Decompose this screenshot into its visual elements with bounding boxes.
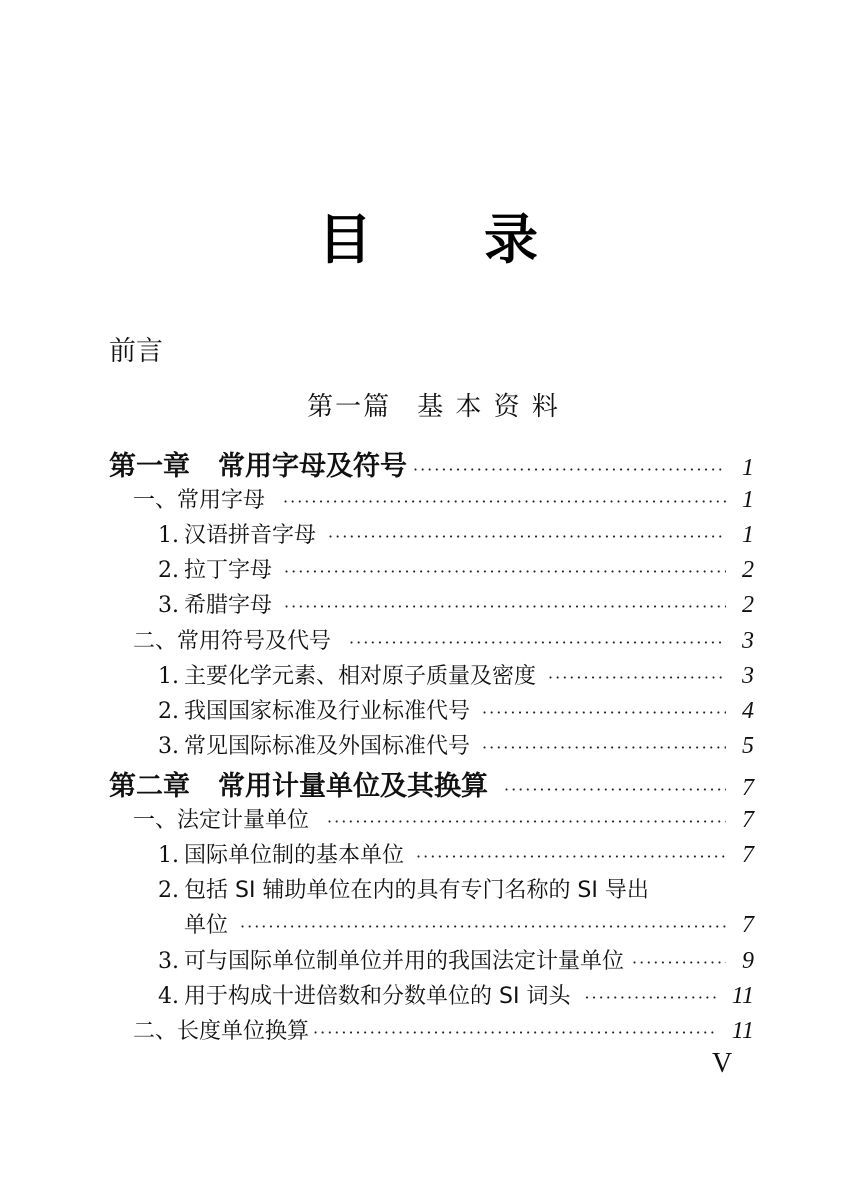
leader-dots	[284, 597, 726, 616]
page-number: 5	[742, 733, 754, 759]
page-number: 2	[742, 592, 754, 618]
page-title	[0, 205, 867, 285]
chapter-label	[109, 764, 488, 803]
folio-page-number: V	[712, 1048, 733, 1079]
item-text: 国际单位制的基本单位	[184, 843, 405, 868]
item-label	[158, 518, 316, 549]
item-number: 1.	[158, 664, 179, 689]
toc-item[interactable]	[158, 944, 754, 975]
leader-dots	[328, 527, 726, 546]
leader-dots	[632, 953, 726, 972]
item-text: 希腊字母	[184, 593, 273, 618]
leader-dots	[284, 562, 726, 581]
part-title	[0, 390, 867, 424]
chapter-prefix: 第一章	[109, 451, 190, 482]
leader-dots	[349, 633, 726, 652]
chapter-title: 常用计量单位及其换算	[218, 771, 488, 802]
item-text: 包括 SI 辅助单位在内的具有专门名称的 SI 导出	[184, 878, 649, 903]
item-text: 我国国家标准及行业标准代号	[184, 699, 471, 724]
page-number: 11	[731, 1018, 754, 1044]
page-number: 11	[731, 983, 754, 1009]
page-number: 3	[742, 628, 754, 654]
toc-item[interactable]	[158, 838, 754, 869]
item-label	[158, 944, 624, 975]
item-text: 可与国际单位制单位并用的我国法定计量单位	[184, 949, 625, 974]
toc-chapter-2[interactable]	[109, 764, 754, 803]
leader-dots	[482, 703, 726, 722]
item-number: 3.	[158, 949, 179, 974]
page-number: 9	[742, 948, 754, 974]
toc-section[interactable]	[133, 1014, 754, 1045]
chapter-prefix: 第二章	[109, 771, 190, 802]
leader-dots	[584, 988, 718, 1007]
part-number: 第一篇	[307, 392, 392, 422]
item-number: 2.	[158, 878, 179, 903]
toc-item[interactable]	[158, 553, 754, 584]
item-label	[158, 553, 272, 584]
page-number: 1	[742, 522, 754, 548]
page-number: 7	[742, 807, 754, 833]
item-text: 汉语拼音字母	[184, 523, 317, 548]
item-number: 3.	[158, 734, 179, 759]
item-text: 主要化学元素、相对原子质量及密度	[184, 664, 537, 689]
title-char-1: 目	[318, 208, 372, 271]
leader-dots	[548, 668, 726, 687]
item-number: 1.	[158, 843, 179, 868]
toc-item-line-1[interactable]	[158, 873, 649, 904]
leader-dots	[313, 1023, 718, 1042]
toc-item[interactable]	[158, 694, 754, 725]
page-number: 3	[742, 663, 754, 689]
item-text: 常见国际标准及外国标准代号	[184, 734, 471, 759]
item-label	[158, 659, 536, 690]
item-number: 1.	[158, 523, 179, 548]
page-number: 2	[742, 557, 754, 583]
leader-dots	[327, 812, 726, 831]
chapter-title: 常用字母及符号	[218, 451, 407, 482]
item-label	[158, 729, 470, 760]
leader-dots	[283, 492, 726, 511]
item-text: 拉丁字母	[184, 558, 273, 583]
item-text: 用于构成十进倍数和分数单位的 SI 词头	[184, 984, 571, 1009]
page-number: 1	[742, 487, 754, 513]
toc-item[interactable]	[158, 979, 754, 1010]
section-label: 二、常用符号及代号	[133, 629, 332, 654]
item-number: 2.	[158, 558, 179, 583]
leader-dots	[413, 460, 726, 479]
item-label	[158, 838, 404, 869]
toc-item-line-2[interactable]	[184, 908, 754, 939]
section-label: 二、长度单位换算	[133, 1019, 310, 1044]
toc-section[interactable]	[133, 624, 754, 655]
leader-dots	[416, 847, 726, 866]
part-name: 基 本 资 料	[417, 392, 560, 422]
leader-dots	[504, 780, 726, 799]
toc-section[interactable]	[133, 483, 754, 514]
preface-entry[interactable]: 前言	[109, 336, 163, 367]
chapter-label	[109, 444, 407, 483]
leader-dots	[482, 738, 726, 757]
item-label	[158, 979, 570, 1010]
section-label: 一、法定计量单位	[133, 808, 310, 833]
leader-dots	[240, 917, 726, 936]
item-number: 2.	[158, 699, 179, 724]
toc-item[interactable]	[158, 588, 754, 619]
page-number: 4	[742, 698, 754, 724]
page-number: 7	[742, 912, 754, 938]
item-label	[158, 588, 272, 619]
item-text: 单位	[184, 913, 229, 938]
page-number: 1	[742, 455, 754, 481]
item-number: 3.	[158, 593, 179, 618]
toc-item[interactable]	[158, 518, 754, 549]
title-char-2: 录	[484, 208, 538, 271]
toc-section[interactable]	[133, 803, 754, 834]
toc-item[interactable]	[158, 659, 754, 690]
toc-item[interactable]	[158, 729, 754, 760]
page-number: 7	[742, 842, 754, 868]
item-label	[158, 694, 470, 725]
page-number: 7	[742, 775, 754, 801]
item-number: 4.	[158, 984, 179, 1009]
section-label: 一、常用字母	[133, 488, 266, 513]
toc-chapter-1[interactable]	[109, 444, 754, 483]
